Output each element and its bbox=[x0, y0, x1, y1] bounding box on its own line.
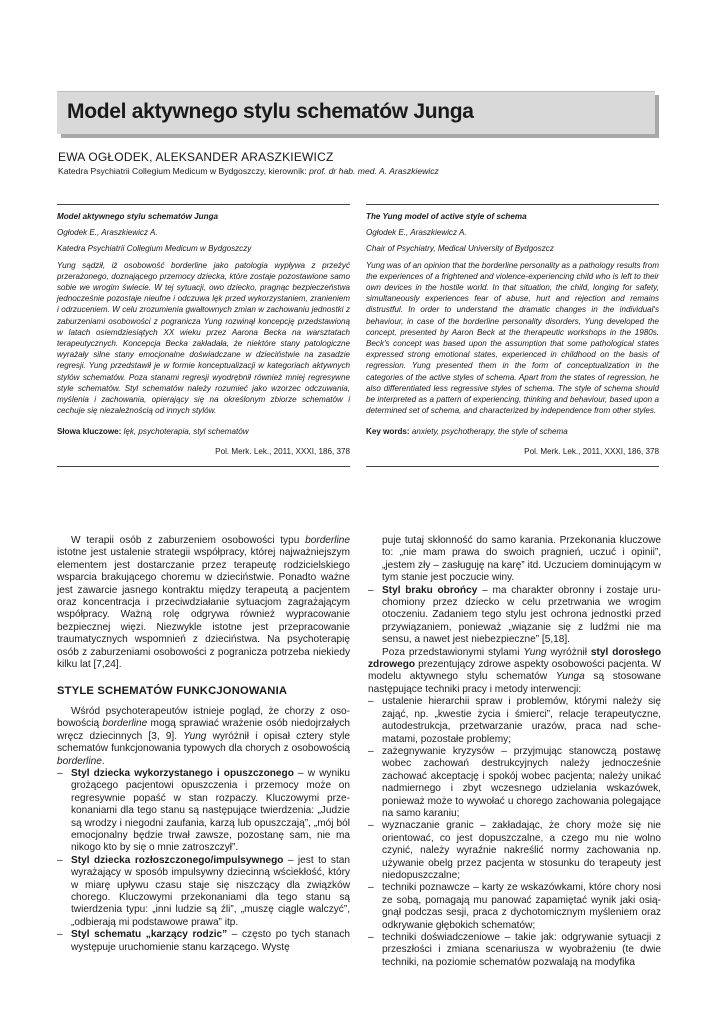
list-item-continuation: puje tutaj skłonność do samo karania. Przekonania kluczowe to: „nie mam prawa do swoich pragnień, uczuć i opinii”, „jestem zły – zasługuję na karę” itd. Uczuciem dominującym w tym stanie jest poczucie winy. bbox=[382, 535, 661, 584]
keywords-label: Key words: bbox=[366, 427, 410, 437]
intro-paragraph bbox=[57, 535, 350, 671]
text-run: mogą sprawiać wrażenie osób niedojrzałych wręcz dziecinnych [3, 9]. bbox=[57, 718, 350, 742]
abstract-title: The Yung model of active style of schema bbox=[366, 212, 527, 221]
abstract-english bbox=[366, 204, 659, 472]
term-healthy-adult: styl dorosłego zdrowego bbox=[368, 646, 661, 671]
item-term: Styl dziecka wykorzystanego i opuszczonego bbox=[71, 767, 294, 779]
abstract-body: Yung was of an opinion that the borderline personality as a pathology results from the experiences of a frightened and violence-experiencing child who is left to their own devices in the hostile world. In that situation, the child, longing for safety, simultaneously experiences fear of abuse, hurt and rejection and remains distrustful. In order to understand the dramatic changes in the individual's behaviour, in case of the borderline personality disorders, Yung developed the concept, presented by Aaron Beck at the therapeutic workshops in the 1980s. Beck's concept was based upon the assumption that some pathological states expressed strong emotional states, experienced in childhood on the basis of regression. Yung presented them in the form of conceptualization in the categories of the active styles of schema. Apart from the states of regression, he also differentiated less regressive styles of schema. The style of schema should be interpreted as a pattern of experiencing, thinking and behaviour, based upon a determined set of schema, and characterized by independence from other styles. bbox=[366, 260, 659, 416]
list-item: – zażegnywanie kryzysów – przyjmując stanowczą postawę wobec zachowań destrukcyjnych należy jednocześnie zachować akceptację i spokój wobec pacjenta; należy unikać nadmiernego i zbyt wczesnego udzielania wskazówek, ponieważ może to wywołać u chorego zachowania polegające na samo karaniu; bbox=[368, 746, 661, 820]
term-borderline: borderline bbox=[102, 718, 148, 730]
text-run: Poza przedstawionymi stylami bbox=[382, 646, 524, 658]
techniques-list bbox=[368, 696, 661, 969]
item-text: – jest to stan wyrażający w sposób impulsywny dziecinną wściekłość, który w miarę upływu czasu staje się niszczący dla związków chorego. Kluczowymi przekonaniami dla tego stanu są twierdzenia typu: „inni ludzie są źli”, „muszę ciągle walczyć”, „odbierają mi podstawowe prawa” itp. bbox=[71, 854, 350, 928]
abstract-affiliation: Katedra Psychiatrii Collegium Medicum w Bydgoszczy bbox=[57, 244, 252, 254]
section-paragraph bbox=[57, 706, 350, 768]
body-column-left bbox=[57, 535, 350, 954]
text-run: prezentujący zdrowe aspekty osobowości pacjenta. W modelu aktywnego stylu schematów bbox=[368, 659, 661, 683]
item-text: – ma charakter obronny i zostaje uruchomiony przez dziecko w celu przetrwania we wrogim otoczeniu. Zadaniem tego stylu jest ochrona jednostki przed przywiązaniem, ponieważ „wiązanie się z ludźmi nie ma sensu, a nawet jest niebezpieczne” [5,18]. bbox=[382, 584, 661, 646]
list-item bbox=[57, 855, 350, 929]
section-paragraph bbox=[368, 647, 661, 697]
text-run: istotne jest ustalenie strategii współpracy, której najważniejszym elementem jest dostarczanie przez terapeutę rodzicielskiego wsparcia brakującego choremu w dzieciństwie. Ponadto ważne jest zawarcie jasnego kontraktu między terapeutą a pacjentem oraz koncentracja i przeciwdziałanie sytuacjom zagrażającym współpracy. Ważną rolę odgrywa również wypracowanie bezpiecznej więzi. Niezwykle istotne jest przepracowanie traumatycznych wspomnień z dzieciństwa. Na psychoterapię osób z zaburzeniami osobowości z pogranicza potrzeba niekiedy kilku lat [7,24]. bbox=[57, 547, 350, 671]
article-title: Model aktywnego stylu schematów Junga bbox=[67, 100, 474, 123]
title-box bbox=[57, 91, 655, 134]
term-borderline: borderline bbox=[57, 755, 102, 767]
abstract-keywords bbox=[57, 426, 350, 437]
affiliation-head: prof. dr hab. med. A. Araszkiewicz bbox=[309, 166, 439, 176]
list-item: – ustalenie hierarchii spraw i problemów, którymi należy się zająć, np. „kwestie życia i śmierci”, relacje terapeutyczne, autodestrukcja, przetwarzanie urazów, praca nad schematami, pozostałe problemy; bbox=[368, 696, 661, 746]
abstract-title: Model aktywnego stylu schematów Junga bbox=[57, 212, 219, 221]
abstract-authors: Ogłodek E., Araszkiewicz A. bbox=[57, 228, 158, 238]
item-term: Styl braku obrońcy bbox=[382, 584, 478, 596]
list-item bbox=[368, 585, 661, 647]
text-run: wyróżnił i opisał cztery style schematów funkcjonowania typowych dla chorych z osobowością bbox=[57, 730, 350, 755]
item-text: – często po tych stanach występuje uruchomienie stanu karzącego. Wystę bbox=[71, 929, 350, 953]
term-borderline: borderline bbox=[305, 535, 350, 546]
term-yunga: Yunga bbox=[555, 671, 585, 683]
term-yung: Yung bbox=[183, 730, 207, 742]
item-text: – w wyniku grożącego pacjentowi opuszczenia i przemocy może on regresywnie popaść w stan rozpaczy. Kluczowymi przekonaniami dla tego stanu są następujące twierdzenia: „Judzie są wrodzy i niegodni zaufania, karzą lub opuszczają”, „mój ból emocjonalny będzie trwał zawsze, pozostanę sam, nie ma nikogo kto by się o mnie zatroszczył”. bbox=[71, 767, 350, 854]
text-run: . bbox=[101, 755, 105, 767]
item-term: Styl dziecka rozłoszczonego/impulsywnego bbox=[71, 854, 284, 866]
keywords-label: Słowa kluczowe: bbox=[57, 427, 122, 437]
abstract-affiliation: Chair of Psychiatry, Medical University of Bydgoszcz bbox=[366, 244, 554, 254]
journal-reference: Pol. Merk. Lek., 2011, XXXI, 186, 378 bbox=[57, 446, 350, 467]
journal-reference: Pol. Merk. Lek., 2011, XXXI, 186, 378 bbox=[366, 446, 659, 467]
authors: EWA OGŁODEK, ALEKSANDER ARASZKIEWICZ bbox=[58, 150, 334, 164]
text-run: wyróżnił bbox=[546, 646, 591, 658]
keywords-text: lęk, psychoterapia, styl schematów bbox=[121, 427, 249, 437]
text-run: Wśród psychoterapeutów istnieje pogląd, że chorzy z osobowością bbox=[57, 705, 350, 730]
abstract-body: Yung sądził, iż osobowość borderline jako patologia wypływa z przeżyć przerażonego, doznającego przemocy dziecka, które zostaje pozostawione samo sobie we wrogim świecie. W tej sytuacji, owo dziecko, pragnąc bezpieczeństwa jednocześnie pozostaje nieufne i odczuwa lęk przed wykorzystaniem, zranieniem i odrzuceniem. W celu zrozumienia gwałtownych zmian w zachowaniu jednostki z zaburzeniami osobowości z pogranicza Yung rozwinął koncepcję przedstawioną w latach osiemdziesiątych XX wieku przez Aarona Becka na warsztatach terapeutycznych. Koncepcja Becka zakładała, że niektóre stany patologiczne wyrażały silne stany emocjonalne doświadczane w dzieciństwie na zasadzie regresji. Yung przedstawił je w formie konceptualizacji w kategoriach aktywnych stylów schematów. Poza stanami regresji wyodrębnił również mniej regresywne style schematów. Styl schematów należy rozumieć jako wzorzec odczuwania, myślenia i zachowania, opierający się na określonym zbiorze schematów i cechuje się niezależnością od innych stylów. bbox=[57, 260, 350, 416]
styles-list-continued bbox=[368, 585, 661, 647]
abstract-polish bbox=[57, 204, 350, 472]
text-run: W terapii osób z zaburzeniem osobowości typu bbox=[71, 535, 306, 546]
list-item: – wyznaczanie granic – zakładając, że chory może się nie orientować, co jest dopuszczalne, a czego mu nie wolno czynić, należy wyraźnie nakreślić normy zachowania np. używanie obelg przez pacjenta w stosunku do terapeuty jest niedopuszczalne; bbox=[368, 820, 661, 882]
affiliation bbox=[58, 166, 439, 176]
section-heading: STYLE SCHEMATÓW FUNKCJONOWANIA bbox=[57, 685, 288, 698]
styles-list bbox=[57, 768, 350, 954]
keywords-text: anxiety, psychotherapy, the style of schema bbox=[409, 427, 568, 437]
list-item: – techniki doświadczeniowe – takie jak: odgrywanie sytuacji z przeszłości i zmiana scenariusza w wyobrażeniu (te dwie techniki, na poziomie schematów pozwalają na modyfika bbox=[368, 932, 661, 969]
abstract-keywords bbox=[366, 426, 659, 437]
list-item: – techniki poznawcze – karty ze wskazówkami, które chory nosi ze sobą, pomagają mu panować zapamiętać wynik jaki osiągnął podczas sesji, praca z dychotomicznym myśleniem oraz odkrywanie głębokich schematów; bbox=[368, 882, 661, 932]
term-yung: Yung bbox=[523, 646, 547, 658]
text-run: są stosowane następujące techniki pracy i metody interwencji: bbox=[368, 671, 661, 695]
item-term: Styl schematu „karzący rodzic” bbox=[71, 929, 228, 941]
list-item bbox=[57, 929, 350, 954]
list-item bbox=[57, 768, 350, 855]
abstract-authors: Ogłodek E., Araszkiewicz A. bbox=[366, 228, 467, 238]
body-column-right bbox=[368, 535, 661, 969]
affiliation-main: Katedra Psychiatrii Collegium Medicum w Bydgoszczy, kierownik: bbox=[58, 166, 310, 176]
